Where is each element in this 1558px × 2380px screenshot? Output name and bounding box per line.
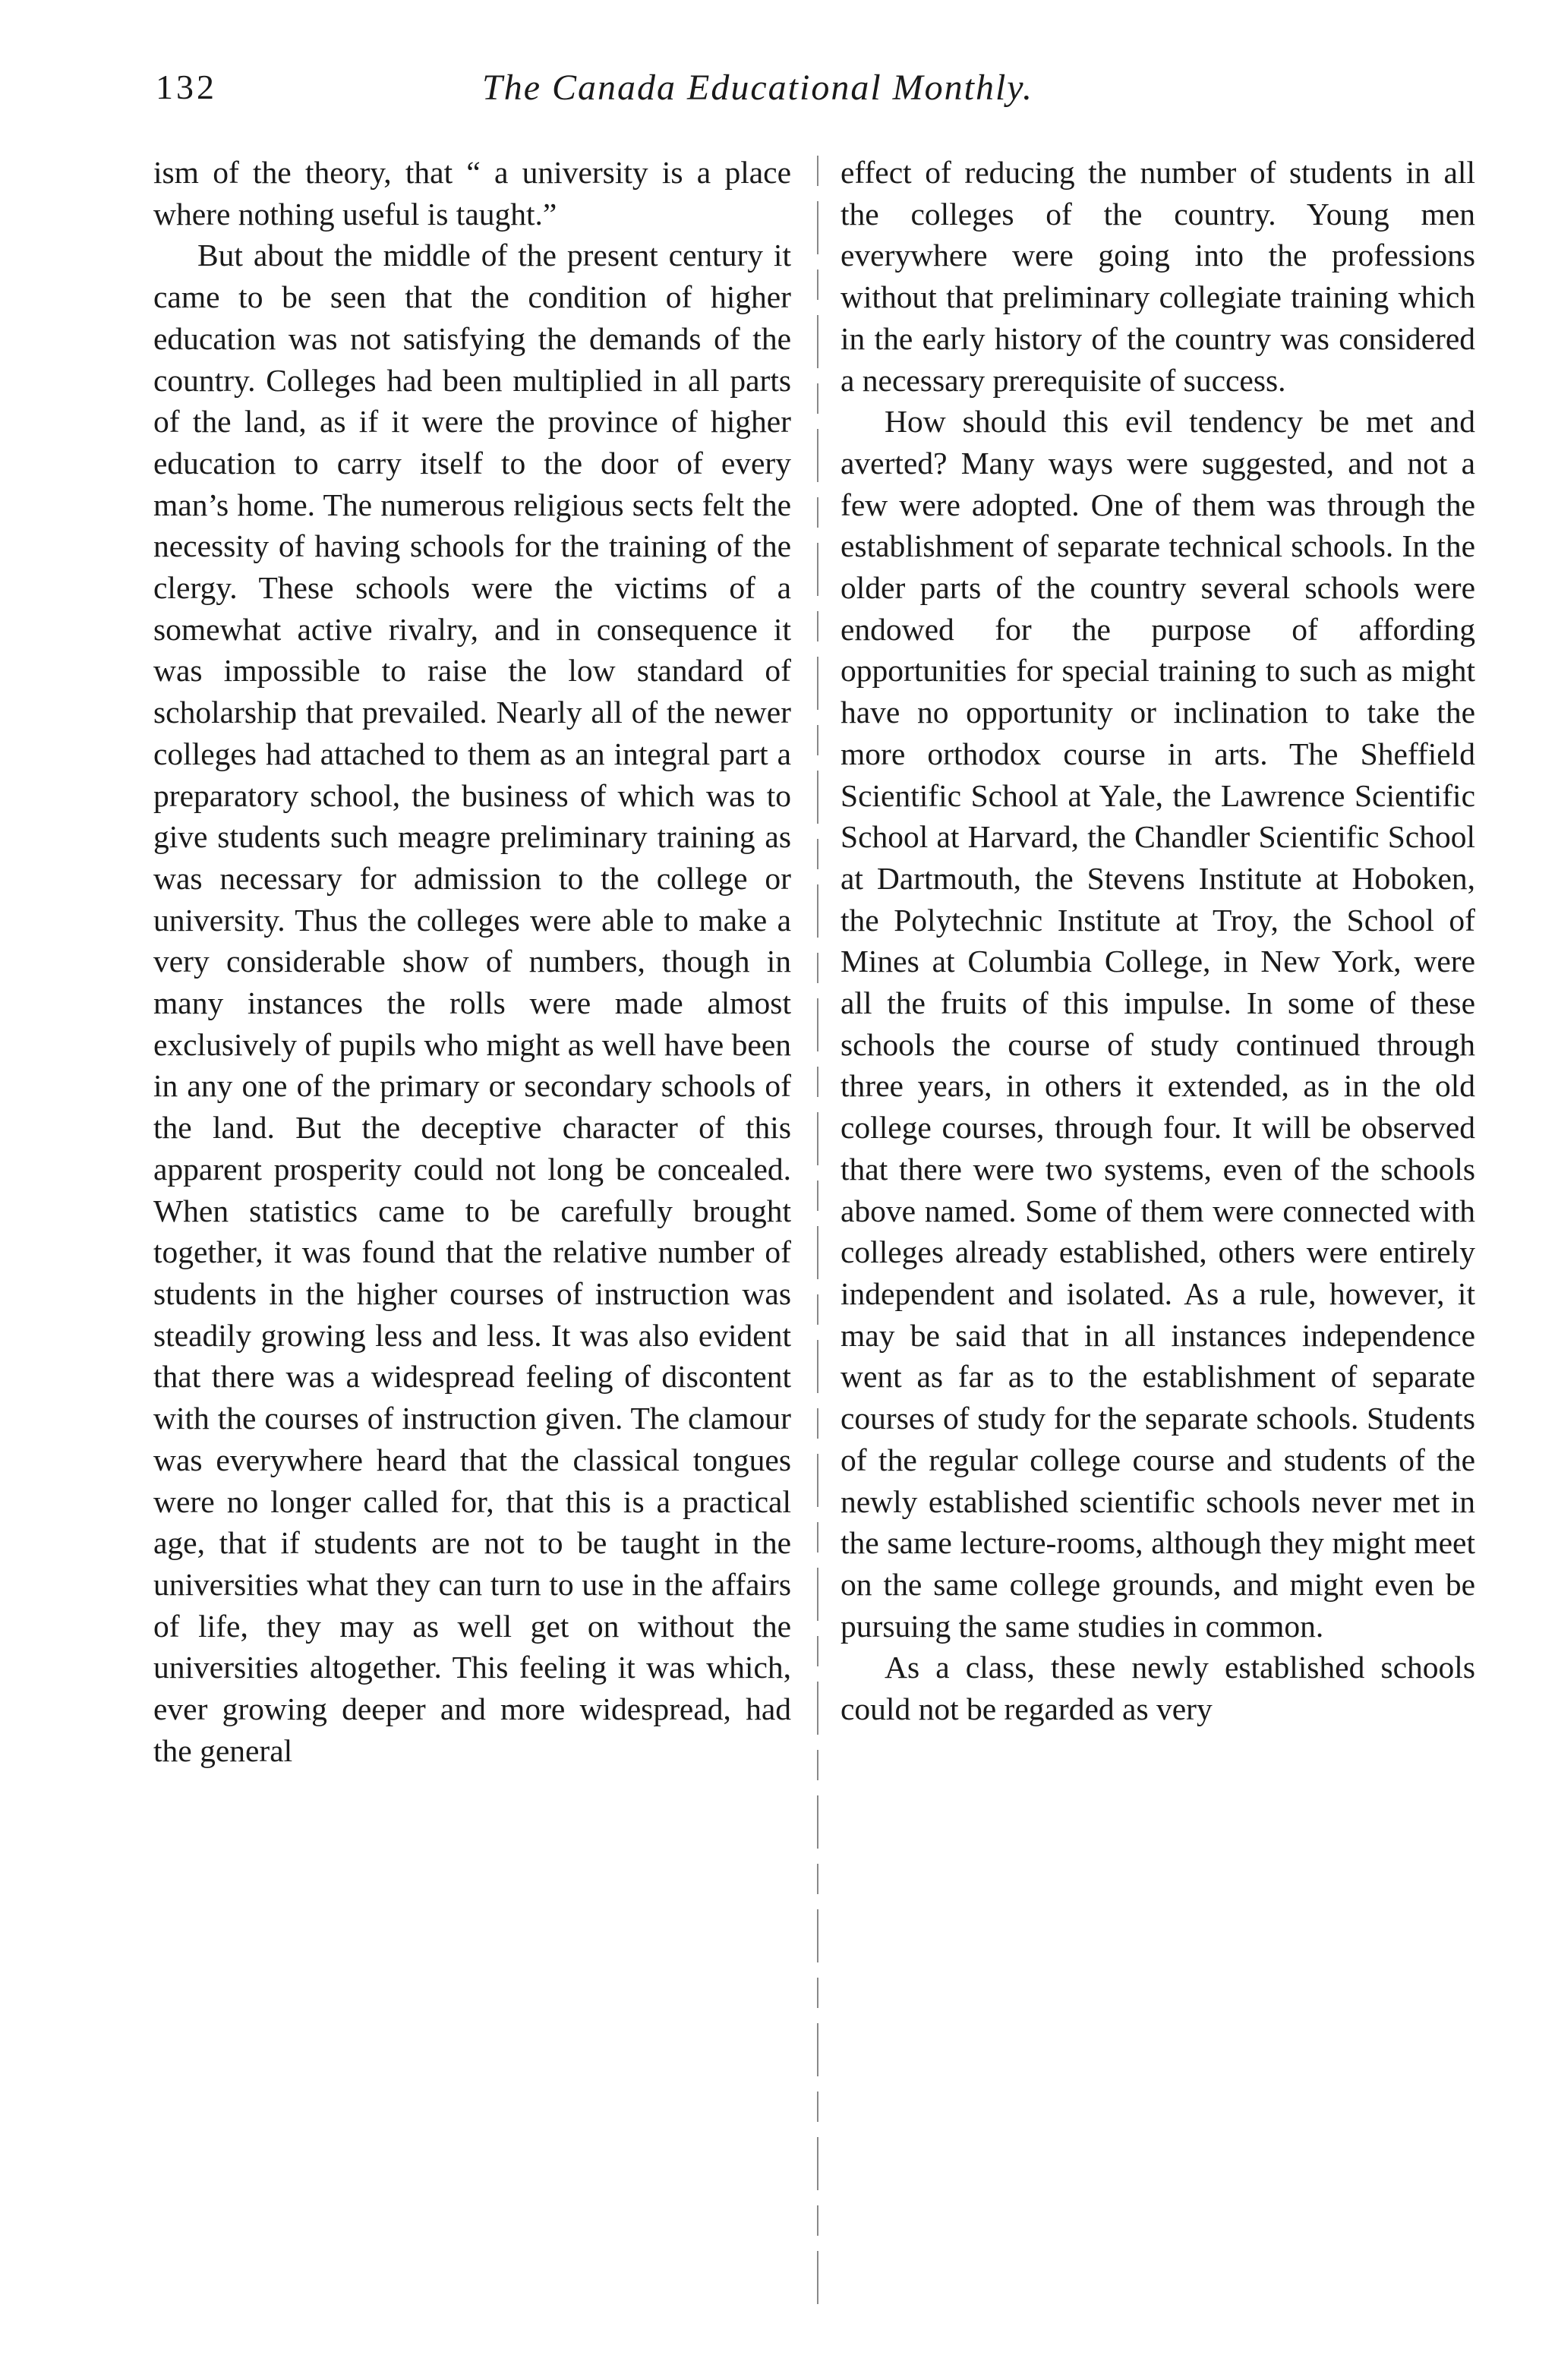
page-number: 132 [156,68,217,106]
right-column [840,152,1475,1730]
paragraph-continuation: ism of the theory, that “ a university is a place where nothing useful is taught.” [153,155,791,232]
paragraph-evil-tendency: How should this evil tendency be met and averted? Many ways were suggested, and not a few were adopted. One of them was through the establishment of separate technical schools. In the older parts of the country several schools were endowed for the purpose of affording opportunities for special training to such as might have no opportunity or inclination to take the more orthodox course in arts. The Sheffield Scientific School at Yale, the Lawrence Scientific School at Harvard, the Chandler Scientific School at Dartmouth, the Stevens Institute at Hoboken, the Polytechnic Institute at Troy, the School of Mines at Columbia College, in New York, were all the fruits of this impulse. In some of these schools the course of study continued through three years, in others it extended, as in the old college courses, through four. It will be observed that there were two systems, even of the schools above named. Some of them were connected with colleges already established, others were entirely independent and isolated. As a rule, however, it may be said that in all instances independence went as far as to the establishment of separate courses of study for the separate schools. Students of the regular college course and students of the newly established scientific schools never met in the same lecture-rooms, although they might meet on the same college grounds, and might even be pursuing the same studies in common. [840,404,1475,1644]
journal-title: The Canada Educational Monthly. [482,68,1033,108]
paragraph-as-a-class: As a class, these newly established schools could not be regarded as very [840,1650,1475,1727]
column-divider [817,156,818,2319]
running-head [156,67,1469,120]
paragraph-middle-of-century: But about the middle of the present century it came to be seen that the condition of higher education was not satisfying the demands of the country. Colleges had been multiplied in all parts of the land, as if it were the province of higher education to carry itself to the door of every man’s home. The numerous religious sects felt the necessity of having schools for the training of the clergy. These schools were the victims of a somewhat active rivalry, and in consequence it was impossible to raise the low standard of scholarship that prevailed. Nearly all of the newer colleges had attached to them as an integral part a preparatory school, the business of which was to give students such meagre preliminary training as was necessary for admission to the college or university. Thus the colleges were able to make a very considerable show of numbers, though in many instances the rolls were made almost exclusively of pupils who might as well have been in any one of the primary or secondary schools of the land. But the deceptive character of this apparent prosperity could not long be concealed. When statistics came to be carefully brought together, it was found that the relative number of students in the higher courses of instruction was steadily growing less and less. It was also evident that there was a widespread feeling of discontent with the courses of instruction given. The clamour was everywhere heard that the classical tongues were no longer called for, that this is a practical age, that if students are not to be taught in the universities what they can turn to use in the affairs of life, they may as well get on without the universities altogether. This feeling it was which, ever growing deeper and more widespread, had the general [153,238,791,1768]
left-column [153,152,791,1771]
paragraph-continuation-right: effect of reducing the number of students in all the colleges of the country. Young men everywhere were going into the professions without that preliminary collegiate training which in the early history of the country was considered a necessary prerequisite of success. [840,155,1475,398]
